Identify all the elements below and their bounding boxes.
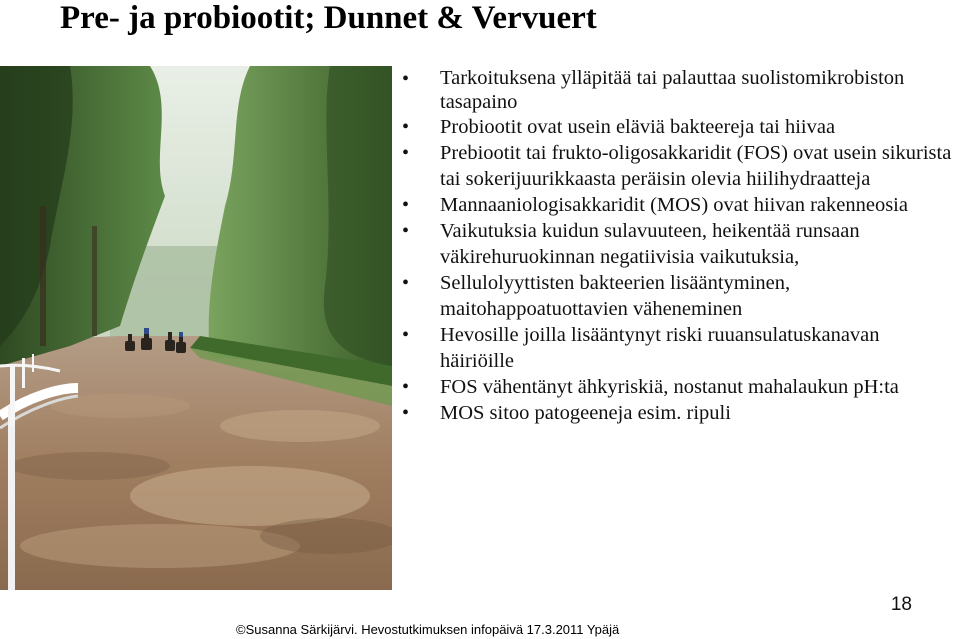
- bullet-list: [400, 66, 956, 426]
- bullet-item: • Mannaaniologisakkaridit (MOS) ovat hiivan rakenneosia: [400, 192, 956, 218]
- horses-on-track-photo: [0, 66, 392, 590]
- bullet-item: • FOS vähentänyt ähkyriskiä, nostanut mahalaukun pH:ta: [400, 374, 956, 400]
- bullet-item: • Prebiootit tai frukto-oligosakkaridit (FOS) ovat usein sikurista tai sokerijuurikkaasta peräisin olevia hiilihydraatteja: [400, 140, 956, 192]
- bullet-item: • Hevosille joilla lisääntynyt riski ruuansulatuskanavan häiriöille: [400, 322, 956, 374]
- bullet-item: • MOS sitoo patogeeneja esim. ripuli: [400, 400, 956, 426]
- bullet-item: • Probiootit ovat usein eläviä bakteereja tai hiivaa: [400, 114, 956, 140]
- bullet-item: • Sellulolyyttisten bakteerien lisääntyminen, maitohappoatuottavien väheneminen: [400, 270, 956, 322]
- bullet-item: • Vaikutuksia kuidun sulavuuteen, heikentää runsaan väkirehuruokinnan negatiivisia vaikutuksia,: [400, 218, 956, 270]
- slide-number: 18: [890, 594, 912, 615]
- slide-title: Pre- ja probiootit; Dunnet & Vervuert: [60, 0, 597, 36]
- slide-footer: ©Susanna Särkijärvi. Hevostutkimuksen infopäivä 17.3.2011 Ypäjä: [236, 622, 620, 637]
- bullet-item: • Tarkoituksena ylläpitää tai palauttaa suolistomikrobiston tasapaino: [400, 66, 956, 114]
